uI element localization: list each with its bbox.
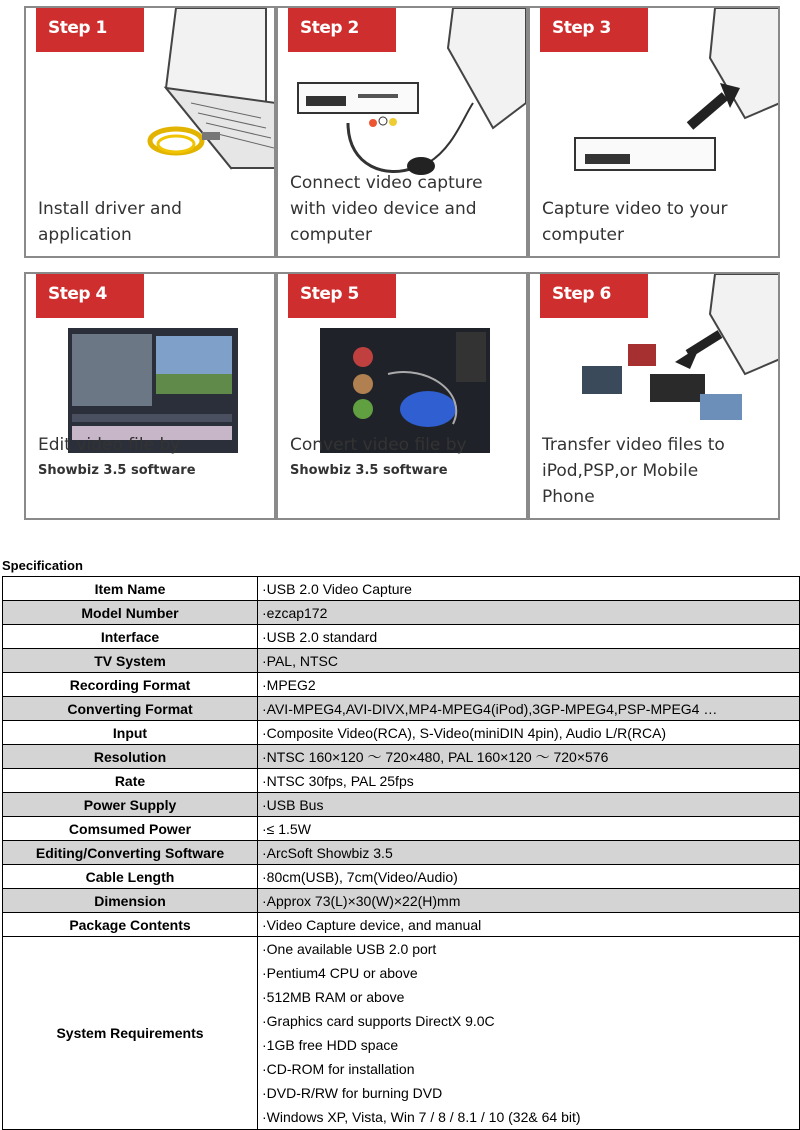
- step-tab-label: Step 5: [288, 274, 396, 318]
- step-panel-6: [528, 272, 780, 520]
- spec-label: Interface: [3, 625, 258, 649]
- table-row: [3, 841, 800, 865]
- spec-label: Model Number: [3, 601, 258, 625]
- table-row: [3, 625, 800, 649]
- table-row: [3, 865, 800, 889]
- table-row: [3, 817, 800, 841]
- list-item: ·Windows XP, Vista, Win 7 / 8 / 8.1 / 10 (32& 64 bit): [262, 1109, 581, 1125]
- step-caption: Connect video capture with video device and computer: [290, 173, 483, 245]
- spec-value: ·MPEG2: [258, 673, 800, 697]
- step-caption: Install driver and application: [38, 199, 182, 245]
- step-caption-main: Edit video file by: [38, 435, 181, 455]
- list-item: ·CD-ROM for installation: [262, 1061, 415, 1077]
- step-tab-label: Step 2: [288, 8, 396, 52]
- step-panel-2: [276, 6, 528, 258]
- table-row: [3, 601, 800, 625]
- spec-label: Comsumed Power: [3, 817, 258, 841]
- spec-label: System Requirements: [3, 937, 258, 1130]
- specification-heading: Specification: [2, 558, 83, 573]
- step-caption-sub: Showbiz 3.5 software: [38, 463, 196, 478]
- step-panel-5: [276, 272, 528, 520]
- step-caption: Capture video to your computer: [542, 199, 728, 245]
- spec-value: ·NTSC 160×120 ～ 720×480, PAL 160×120 ～ 720×576: [258, 745, 800, 769]
- spec-label: Item Name: [3, 577, 258, 601]
- step-panel-1: [24, 6, 276, 258]
- table-row: [3, 577, 800, 601]
- table-row: [3, 721, 800, 745]
- list-item: ·1GB free HDD space: [262, 1037, 399, 1053]
- step-tab-label: Step 1: [36, 8, 144, 52]
- spec-value: ·NTSC 30fps, PAL 25fps: [258, 769, 800, 793]
- list-item: ·DVD-R/RW for burning DVD: [262, 1085, 443, 1101]
- spec-label: Recording Format: [3, 673, 258, 697]
- spec-value: ·USB 2.0 standard: [258, 625, 800, 649]
- step-caption: Transfer video files to iPod,PSP,or Mobile Phone: [542, 435, 725, 507]
- step-tab-label: Step 6: [540, 274, 648, 318]
- list-item: ·Pentium4 CPU or above: [262, 965, 418, 981]
- step-panel-4: [24, 272, 276, 520]
- spec-label: Editing/Converting Software: [3, 841, 258, 865]
- spec-value: ·ArcSoft Showbiz 3.5: [258, 841, 800, 865]
- table-row: [3, 793, 800, 817]
- specification-table: [2, 576, 800, 1130]
- spec-value: ·≤ 1.5W: [258, 817, 800, 841]
- table-row: [3, 937, 800, 1130]
- step-caption: [38, 406, 266, 510]
- spec-label: Power Supply: [3, 793, 258, 817]
- spec-label: Package Contents: [3, 913, 258, 937]
- table-row: [3, 769, 800, 793]
- table-row: [3, 673, 800, 697]
- spec-label: Converting Format: [3, 697, 258, 721]
- spec-value: ·80cm(USB), 7cm(Video/Audio): [258, 865, 800, 889]
- spec-value: ·USB 2.0 Video Capture: [258, 577, 800, 601]
- spec-value: ·PAL, NTSC: [258, 649, 800, 673]
- step-caption: [290, 406, 518, 510]
- step-panel-3: [528, 6, 780, 258]
- spec-label: Cable Length: [3, 865, 258, 889]
- spec-value: ·ezcap172: [258, 601, 800, 625]
- spec-label: Rate: [3, 769, 258, 793]
- table-row: [3, 889, 800, 913]
- spec-label: Dimension: [3, 889, 258, 913]
- spec-label: Resolution: [3, 745, 258, 769]
- system-requirements-list: [258, 937, 800, 1130]
- step-caption-main: Convert video file by: [290, 435, 467, 455]
- spec-label: TV System: [3, 649, 258, 673]
- table-row: [3, 649, 800, 673]
- spec-value: ·USB Bus: [258, 793, 800, 817]
- spec-value: ·Video Capture device, and manual: [258, 913, 800, 937]
- spec-value: ·AVI-MPEG4,AVI-DIVX,MP4-MPEG4(iPod),3GP-MPEG4,PSP-MPEG4 …: [258, 697, 800, 721]
- step-tab-label: Step 4: [36, 274, 144, 318]
- spec-value: ·Composite Video(RCA), S-Video(miniDIN 4pin), Audio L/R(RCA): [258, 721, 800, 745]
- table-row: [3, 697, 800, 721]
- list-item: ·512MB RAM or above: [262, 989, 405, 1005]
- table-row: [3, 913, 800, 937]
- step-tab-label: Step 3: [540, 8, 648, 52]
- spec-label: Input: [3, 721, 258, 745]
- list-item: ·One available USB 2.0 port: [262, 941, 437, 957]
- steps-illustration: [0, 0, 800, 550]
- spec-value: ·Approx 73(L)×30(W)×22(H)mm: [258, 889, 800, 913]
- list-item: ·Graphics card supports DirectX 9.0C: [262, 1013, 495, 1029]
- table-row: [3, 745, 800, 769]
- step-caption-sub: Showbiz 3.5 software: [290, 463, 448, 478]
